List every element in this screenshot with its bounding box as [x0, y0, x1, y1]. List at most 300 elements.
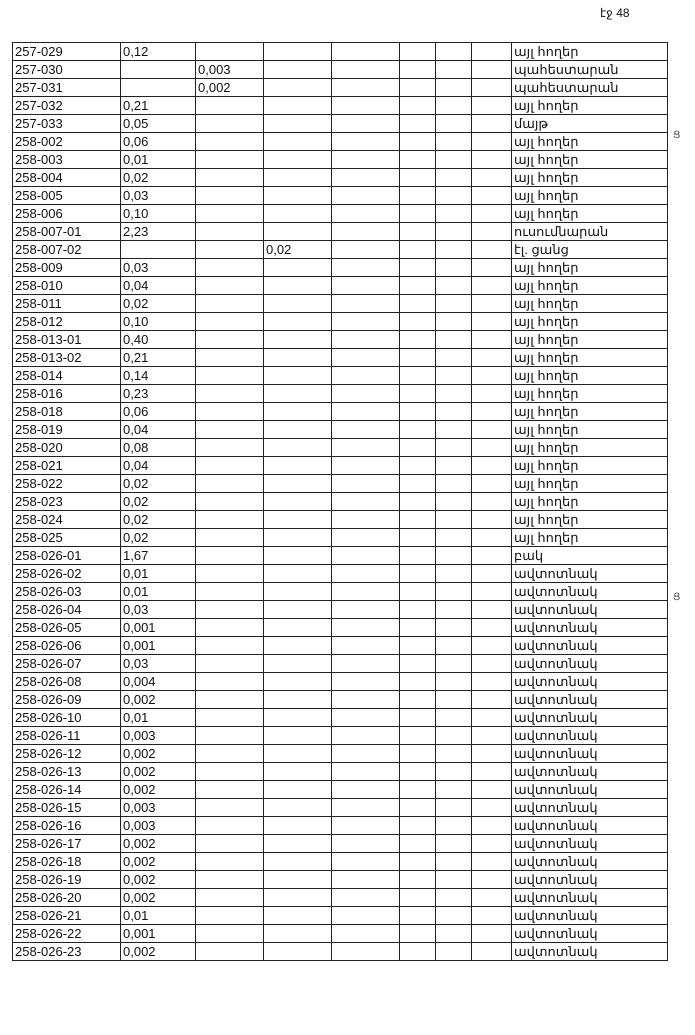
cell-col-4 [264, 637, 332, 655]
cell-land-use: ավտոտնակ [512, 637, 668, 655]
cell-col-4: 0,02 [264, 241, 332, 259]
cell-parcel-code: 258-026-18 [13, 853, 121, 871]
cell-land-use: այլ հողեր [512, 493, 668, 511]
cell-col-8 [472, 835, 512, 853]
cell-col-3 [196, 763, 264, 781]
cell-area-value: 0,21 [121, 97, 196, 115]
cell-col-6 [400, 241, 436, 259]
cell-col-6 [400, 727, 436, 745]
cell-land-use: այլ հողեր [512, 205, 668, 223]
cell-col-3 [196, 331, 264, 349]
cell-col-6 [400, 763, 436, 781]
table-row [13, 709, 668, 727]
table-row [13, 601, 668, 619]
cell-col-3 [196, 349, 264, 367]
cell-col-3 [196, 565, 264, 583]
cell-land-use: այլ հողեր [512, 187, 668, 205]
cell-col-3 [196, 475, 264, 493]
cell-col-6 [400, 475, 436, 493]
cell-area-value: 2,23 [121, 223, 196, 241]
cell-col-3 [196, 439, 264, 457]
cell-col-4 [264, 151, 332, 169]
cell-col-8 [472, 187, 512, 205]
cell-land-use: ավտոտնակ [512, 943, 668, 961]
table-row [13, 835, 668, 853]
table-row [13, 583, 668, 601]
cell-col-4 [264, 871, 332, 889]
cell-col-3 [196, 673, 264, 691]
cell-col-5 [332, 295, 400, 313]
cell-col-7 [436, 853, 472, 871]
cell-col-4 [264, 583, 332, 601]
cell-land-use: ուսումնարան [512, 223, 668, 241]
cell-col-6 [400, 745, 436, 763]
cell-area-value: 0,002 [121, 871, 196, 889]
cell-col-7 [436, 619, 472, 637]
cell-col-5 [332, 313, 400, 331]
cell-area-value: 0,02 [121, 169, 196, 187]
cell-col-5 [332, 511, 400, 529]
cell-col-4 [264, 61, 332, 79]
cell-col-4 [264, 169, 332, 187]
cell-col-3 [196, 601, 264, 619]
cell-col-4 [264, 601, 332, 619]
cell-land-use: ավտոտնակ [512, 817, 668, 835]
cell-col-4 [264, 889, 332, 907]
cell-col-8 [472, 691, 512, 709]
cell-land-use: մայթ [512, 115, 668, 133]
cell-col-6 [400, 295, 436, 313]
cell-area-value: 0,03 [121, 259, 196, 277]
cell-land-use: ավտոտնակ [512, 853, 668, 871]
table-row [13, 511, 668, 529]
cell-col-7 [436, 367, 472, 385]
cell-land-use: ավտոտնակ [512, 907, 668, 925]
cell-col-3 [196, 835, 264, 853]
cell-col-8 [472, 43, 512, 61]
cell-parcel-code: 258-006 [13, 205, 121, 223]
cell-col-5 [332, 97, 400, 115]
cell-col-3 [196, 925, 264, 943]
cell-col-7 [436, 727, 472, 745]
cell-col-8 [472, 331, 512, 349]
cell-parcel-code: 258-024 [13, 511, 121, 529]
cell-col-5 [332, 493, 400, 511]
cell-col-4 [264, 763, 332, 781]
cell-land-use: այլ հողեր [512, 475, 668, 493]
cell-land-use: ավտոտնակ [512, 691, 668, 709]
cell-col-5 [332, 799, 400, 817]
cell-col-4 [264, 835, 332, 853]
cell-col-5 [332, 205, 400, 223]
cell-col-4 [264, 727, 332, 745]
table-row [13, 259, 668, 277]
table-row [13, 853, 668, 871]
cell-col-6 [400, 277, 436, 295]
cell-land-use: այլ հողեր [512, 529, 668, 547]
table-row [13, 421, 668, 439]
cell-col-5 [332, 403, 400, 421]
cell-land-use: այլ հողեր [512, 151, 668, 169]
cell-col-7 [436, 673, 472, 691]
table-row [13, 763, 668, 781]
cell-col-6 [400, 133, 436, 151]
cell-col-8 [472, 709, 512, 727]
cell-area-value: 0,06 [121, 403, 196, 421]
cell-col-5 [332, 367, 400, 385]
cell-col-8 [472, 241, 512, 259]
cell-land-use: ավտոտնակ [512, 871, 668, 889]
cell-col-6 [400, 583, 436, 601]
cell-col-3 [196, 457, 264, 475]
cell-area-value: 0,02 [121, 295, 196, 313]
cell-col-6 [400, 889, 436, 907]
cell-col-3 [196, 223, 264, 241]
cell-col-3 [196, 43, 264, 61]
cell-col-3 [196, 493, 264, 511]
cell-area-value [121, 61, 196, 79]
cell-col-7 [436, 133, 472, 151]
table-row [13, 619, 668, 637]
cell-col-6 [400, 439, 436, 457]
cell-col-8 [472, 97, 512, 115]
cell-parcel-code: 258-026-13 [13, 763, 121, 781]
cell-parcel-code: 258-026-19 [13, 871, 121, 889]
cell-area-value: 0,02 [121, 475, 196, 493]
cell-parcel-code: 258-020 [13, 439, 121, 457]
table-row [13, 223, 668, 241]
cell-col-8 [472, 133, 512, 151]
cell-col-6 [400, 691, 436, 709]
cell-col-7 [436, 799, 472, 817]
table-row [13, 673, 668, 691]
cell-parcel-code: 258-021 [13, 457, 121, 475]
cell-col-5 [332, 43, 400, 61]
cell-col-5 [332, 439, 400, 457]
cell-col-5 [332, 853, 400, 871]
cell-parcel-code: 258-010 [13, 277, 121, 295]
cell-col-6 [400, 835, 436, 853]
cell-area-value: 0,02 [121, 529, 196, 547]
cell-col-4 [264, 709, 332, 727]
cell-area-value: 0,40 [121, 331, 196, 349]
cell-area-value: 0,04 [121, 457, 196, 475]
cell-parcel-code: 258-007-01 [13, 223, 121, 241]
cell-land-use: այլ հողեր [512, 43, 668, 61]
cell-parcel-code: 258-023 [13, 493, 121, 511]
cell-col-6 [400, 619, 436, 637]
cell-area-value: 0,002 [121, 853, 196, 871]
cell-col-5 [332, 565, 400, 583]
cell-area-value: 0,10 [121, 313, 196, 331]
cell-land-use: ավտոտնակ [512, 763, 668, 781]
cell-col-8 [472, 475, 512, 493]
cell-col-5 [332, 835, 400, 853]
cell-parcel-code: 258-026-20 [13, 889, 121, 907]
cell-col-8 [472, 403, 512, 421]
cell-col-3 [196, 295, 264, 313]
cell-parcel-code: 258-016 [13, 385, 121, 403]
cell-col-5 [332, 655, 400, 673]
cell-col-3 [196, 385, 264, 403]
cell-area-value: 0,004 [121, 673, 196, 691]
cell-area-value: 0,08 [121, 439, 196, 457]
cell-col-4 [264, 817, 332, 835]
cell-parcel-code: 258-009 [13, 259, 121, 277]
cell-col-4 [264, 565, 332, 583]
cell-col-5 [332, 889, 400, 907]
cell-area-value: 0,002 [121, 835, 196, 853]
cell-land-use: պահեստարան [512, 79, 668, 97]
cell-col-4 [264, 799, 332, 817]
cell-col-3 [196, 709, 264, 727]
cell-col-6 [400, 637, 436, 655]
cell-col-5 [332, 187, 400, 205]
cell-col-3 [196, 817, 264, 835]
cell-area-value: 0,003 [121, 799, 196, 817]
cell-col-3 [196, 907, 264, 925]
cell-col-8 [472, 385, 512, 403]
cell-col-5 [332, 637, 400, 655]
cell-col-4 [264, 691, 332, 709]
cell-col-3 [196, 151, 264, 169]
cell-col-8 [472, 457, 512, 475]
cell-col-5 [332, 61, 400, 79]
cell-col-5 [332, 79, 400, 97]
cell-parcel-code: 258-026-23 [13, 943, 121, 961]
cell-area-value: 0,001 [121, 925, 196, 943]
cell-parcel-code: 258-026-01 [13, 547, 121, 565]
cell-col-7 [436, 529, 472, 547]
cell-col-4 [264, 655, 332, 673]
cell-parcel-code: 258-019 [13, 421, 121, 439]
cell-land-use: այլ հողեր [512, 367, 668, 385]
cell-col-7 [436, 277, 472, 295]
cell-land-use: ավտոտնակ [512, 619, 668, 637]
cell-col-6 [400, 943, 436, 961]
cell-col-6 [400, 205, 436, 223]
cell-col-5 [332, 277, 400, 295]
cell-col-8 [472, 295, 512, 313]
cell-col-3 [196, 583, 264, 601]
cell-col-3 [196, 259, 264, 277]
cell-col-7 [436, 511, 472, 529]
cell-parcel-code: 257-032 [13, 97, 121, 115]
cell-col-3 [196, 781, 264, 799]
cell-col-6 [400, 817, 436, 835]
cell-col-7 [436, 331, 472, 349]
cell-col-6 [400, 403, 436, 421]
cell-col-3 [196, 871, 264, 889]
cell-col-4 [264, 79, 332, 97]
cell-col-5 [332, 475, 400, 493]
cell-land-use: ավտոտնակ [512, 709, 668, 727]
cell-col-6 [400, 151, 436, 169]
table-row [13, 115, 668, 133]
cell-area-value: 0,01 [121, 151, 196, 169]
cell-col-8 [472, 169, 512, 187]
cell-col-6 [400, 853, 436, 871]
cell-area-value: 0,05 [121, 115, 196, 133]
cell-col-5 [332, 385, 400, 403]
cell-parcel-code: 258-026-02 [13, 565, 121, 583]
cell-col-8 [472, 853, 512, 871]
cell-parcel-code: 258-012 [13, 313, 121, 331]
cell-area-value: 0,001 [121, 637, 196, 655]
table-row [13, 241, 668, 259]
cell-area-value: 0,003 [121, 727, 196, 745]
cell-col-7 [436, 79, 472, 97]
cell-col-3: 0,002 [196, 79, 264, 97]
cell-col-8 [472, 529, 512, 547]
cell-col-4 [264, 439, 332, 457]
cell-col-6 [400, 907, 436, 925]
cell-land-use: այլ հողեր [512, 439, 668, 457]
cell-col-3 [196, 691, 264, 709]
cell-land-use: այլ հողեր [512, 97, 668, 115]
cell-col-4 [264, 187, 332, 205]
cell-col-7 [436, 907, 472, 925]
cell-parcel-code: 258-007-02 [13, 241, 121, 259]
cell-parcel-code: 258-026-04 [13, 601, 121, 619]
cell-col-3 [196, 619, 264, 637]
cell-col-8 [472, 925, 512, 943]
table-row [13, 457, 668, 475]
table-row [13, 871, 668, 889]
cell-col-8 [472, 781, 512, 799]
table-row [13, 943, 668, 961]
cell-col-6 [400, 655, 436, 673]
cell-col-4 [264, 115, 332, 133]
cell-col-5 [332, 241, 400, 259]
cell-col-4 [264, 367, 332, 385]
cell-col-3 [196, 637, 264, 655]
cell-area-value: 0,01 [121, 565, 196, 583]
cell-col-5 [332, 871, 400, 889]
table-row [13, 727, 668, 745]
cell-col-3 [196, 403, 264, 421]
cell-col-4 [264, 259, 332, 277]
cell-land-use: ավտոտնակ [512, 799, 668, 817]
table-row [13, 133, 668, 151]
cell-col-5 [332, 115, 400, 133]
cell-parcel-code: 258-026-07 [13, 655, 121, 673]
cell-col-8 [472, 79, 512, 97]
cell-area-value: 0,03 [121, 187, 196, 205]
cell-land-use: ավտոտնակ [512, 727, 668, 745]
cell-col-4 [264, 403, 332, 421]
cell-col-8 [472, 259, 512, 277]
cell-col-3 [196, 241, 264, 259]
cell-parcel-code: 258-018 [13, 403, 121, 421]
cell-col-4 [264, 745, 332, 763]
cell-col-6 [400, 601, 436, 619]
cell-col-5 [332, 601, 400, 619]
cell-col-6 [400, 529, 436, 547]
cell-col-8 [472, 637, 512, 655]
cell-col-3 [196, 313, 264, 331]
table-row [13, 79, 668, 97]
cell-col-3 [196, 547, 264, 565]
cell-col-6 [400, 43, 436, 61]
table-row [13, 799, 668, 817]
cell-land-use: այլ հողեր [512, 457, 668, 475]
cell-col-8 [472, 943, 512, 961]
cell-area-value: 0,23 [121, 385, 196, 403]
table-row [13, 295, 668, 313]
table-row [13, 745, 668, 763]
cell-col-7 [436, 691, 472, 709]
cell-col-5 [332, 457, 400, 475]
table-row [13, 277, 668, 295]
cell-col-7 [436, 547, 472, 565]
cell-col-6 [400, 349, 436, 367]
table-row [13, 547, 668, 565]
cell-parcel-code: 258-005 [13, 187, 121, 205]
cell-col-6 [400, 259, 436, 277]
cell-col-4 [264, 43, 332, 61]
cell-col-7 [436, 925, 472, 943]
cell-col-3 [196, 727, 264, 745]
cell-area-value: 0,002 [121, 745, 196, 763]
cell-col-4 [264, 673, 332, 691]
cell-col-4 [264, 295, 332, 313]
cell-col-3 [196, 169, 264, 187]
table-row [13, 61, 668, 79]
cell-col-3 [196, 205, 264, 223]
cell-col-4 [264, 313, 332, 331]
cell-col-8 [472, 619, 512, 637]
cell-col-7 [436, 259, 472, 277]
cell-col-3 [196, 367, 264, 385]
cell-col-8 [472, 313, 512, 331]
cell-col-3 [196, 853, 264, 871]
cell-col-7 [436, 385, 472, 403]
cell-col-4 [264, 205, 332, 223]
cell-col-8 [472, 349, 512, 367]
cell-land-use: այլ հողեր [512, 331, 668, 349]
cell-col-4 [264, 457, 332, 475]
cell-col-8 [472, 907, 512, 925]
cell-area-value: 0,001 [121, 619, 196, 637]
cell-col-4 [264, 619, 332, 637]
cell-col-7 [436, 295, 472, 313]
cell-land-use: այլ հողեր [512, 349, 668, 367]
cell-parcel-code: 258-026-03 [13, 583, 121, 601]
cell-col-5 [332, 619, 400, 637]
cell-area-value [121, 241, 196, 259]
cell-land-use: այլ հողեր [512, 385, 668, 403]
cell-col-7 [436, 205, 472, 223]
cell-col-6 [400, 799, 436, 817]
cell-col-8 [472, 61, 512, 79]
cell-col-3 [196, 745, 264, 763]
cell-col-3 [196, 511, 264, 529]
page-number: էջ 48 [600, 6, 630, 20]
cell-col-6 [400, 367, 436, 385]
cell-area-value: 0,06 [121, 133, 196, 151]
cell-col-7 [436, 439, 472, 457]
cell-parcel-code: 258-026-22 [13, 925, 121, 943]
cell-area-value: 0,01 [121, 583, 196, 601]
cell-col-4 [264, 907, 332, 925]
table-row [13, 403, 668, 421]
cell-col-5 [332, 151, 400, 169]
table-row [13, 493, 668, 511]
cell-area-value: 0,02 [121, 511, 196, 529]
cell-col-6 [400, 871, 436, 889]
cell-land-use: ավտոտնակ [512, 655, 668, 673]
